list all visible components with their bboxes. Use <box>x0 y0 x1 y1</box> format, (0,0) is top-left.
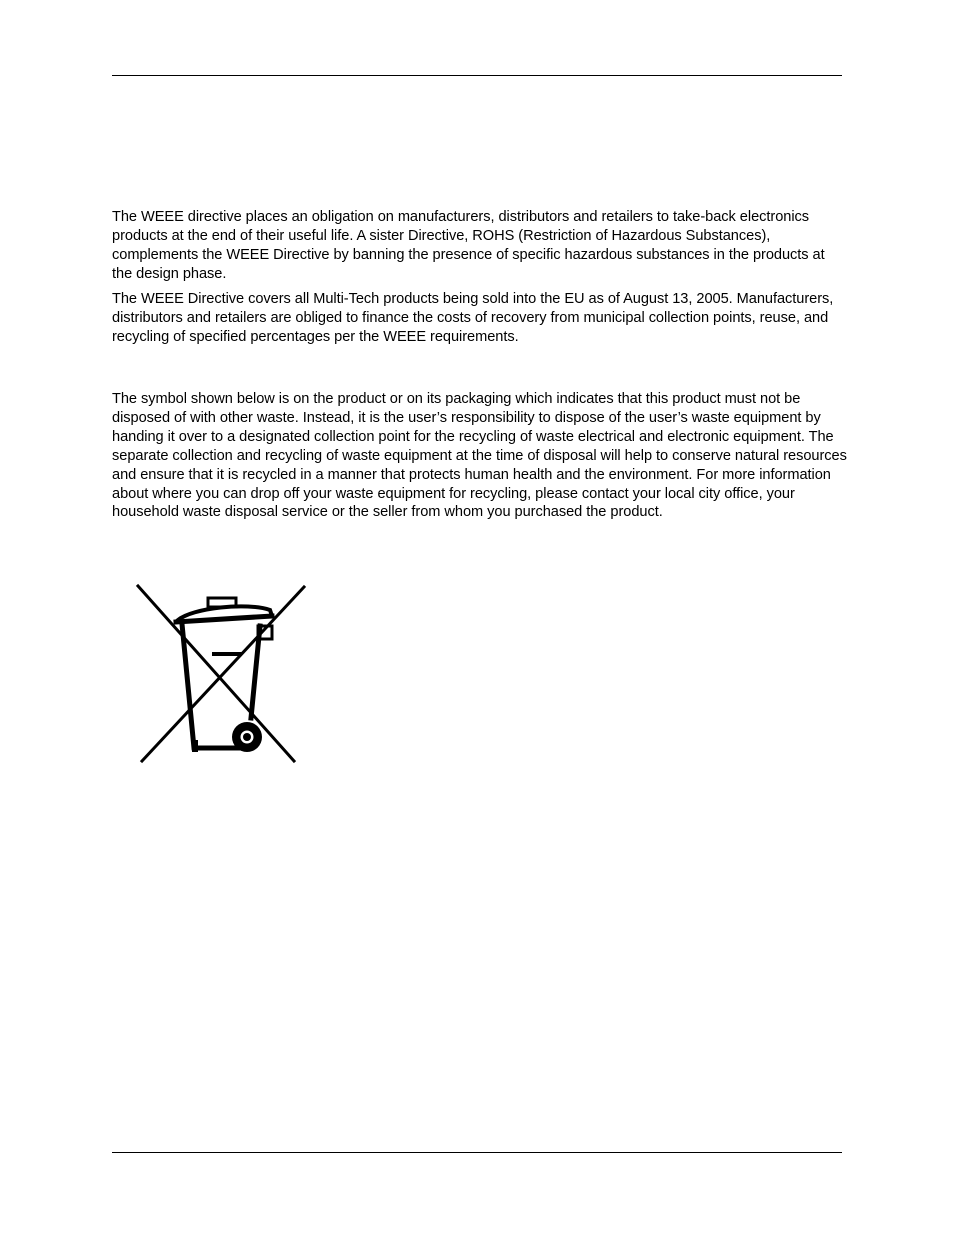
weee-obligation-paragraph: The WEEE directive places an obligation on manufacturers, distributors and retailers to take-back electronics products at the end of their useful life. A sister Directive, ROHS (Restriction of Hazardous Substances), complements the WEEE Directive by banning the presence of specific hazardous substances in the products at the design phase. <box>112 209 825 282</box>
crossed-out-wheelie-bin-icon <box>132 580 312 770</box>
weee-coverage-paragraph: The WEEE Directive covers all Multi-Tech products being sold into the EU as of August 13, 2005. Manufacturers, distributors and retailers are obliged to finance the costs of recovery from municipal collection points, reuse, and recycling of specified percentages per the WEEE requirements. <box>112 291 834 345</box>
header-rule <box>112 75 842 76</box>
footer-rule <box>112 1152 842 1153</box>
disposal-symbol-paragraph: The symbol shown below is on the product or on its packaging which indicates that this product must not be disposed of with other waste. Instead, it is the user’s responsibility to dispose of the user’s waste equipment by handing it over to a designated collection point for the recycling of waste electrical and electronic equipment. The separate collection and recycling of waste equipment at the time of disposal will help to conserve natural resources and ensure that it is recycled in a manner that protects human health and the environment. For more information about where you can drop off your waste equipment for recycling, please contact your local city office, your household waste disposal service or the seller from whom you purchased the product. <box>112 391 847 521</box>
